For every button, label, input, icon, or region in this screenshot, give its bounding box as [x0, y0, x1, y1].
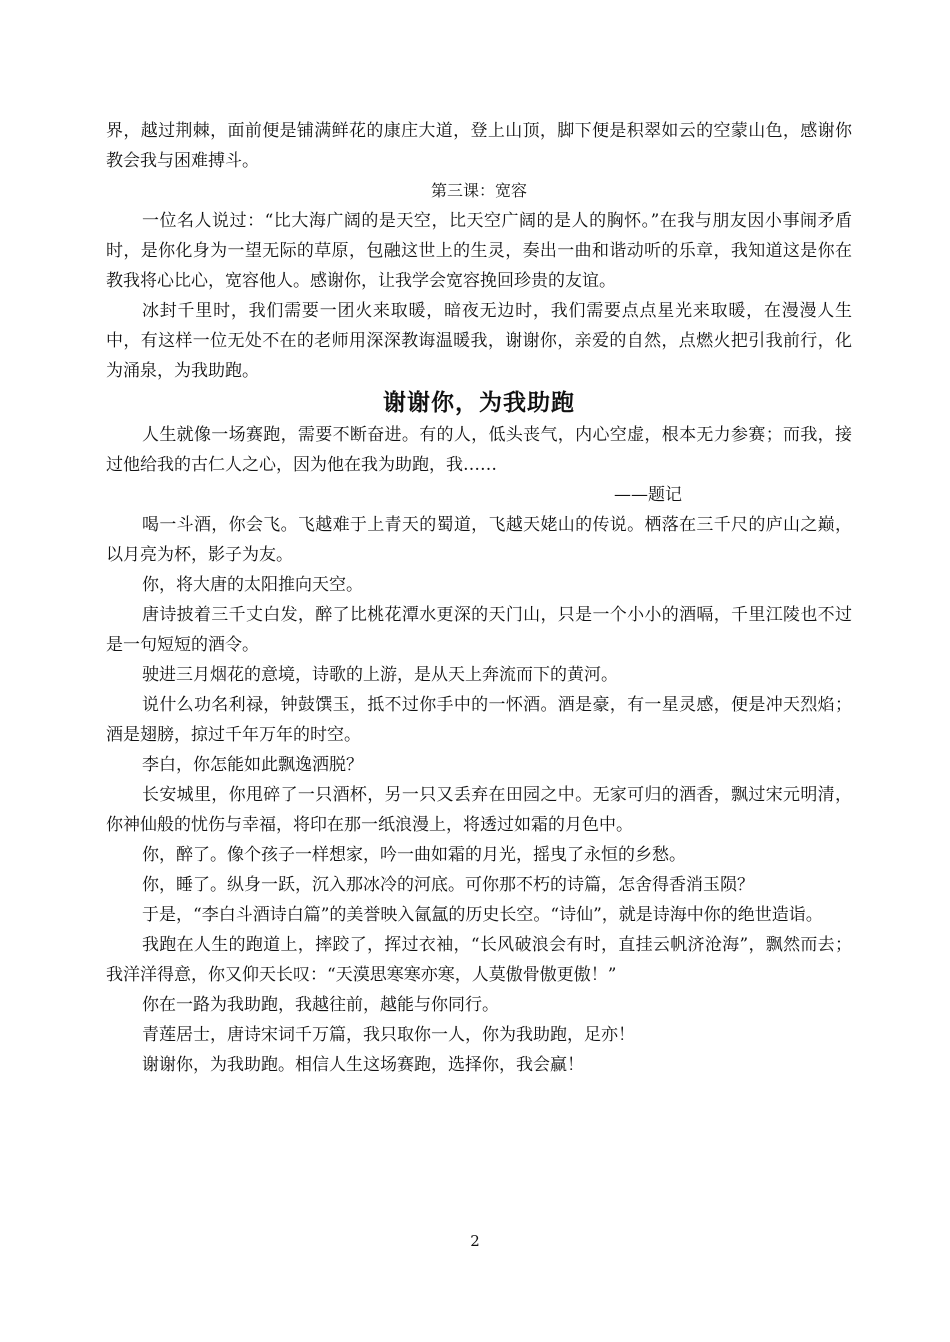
page-number: 2	[470, 1232, 480, 1250]
lesson-three-paragraph-1: 一位名人说过：“比大海广阔的是天空，比天空广阔的是人的胸怀。”在我与朋友因小事闹矛盾时，是你化身为一望无际的草原，包融这世上的生灵，奏出一曲和谐动听的乐章，我知道这是你在教我将心比心，宽容他人。感谢你，让我学会宽容挽回珍贵的友谊。	[106, 211, 852, 291]
essay-paragraph: 你，睡了。纵身一跃，沉入那冰冷的河底。可你那不朽的诗篇，怎舍得香消玉陨？	[142, 875, 754, 895]
essay-intro: 人生就像一场赛跑，需要不断奋进。有的人，低头丧气，内心空虚，根本无力参赛；而我，接过他给我的古仁人之心，因为他在我为助跑，我……	[106, 425, 852, 475]
continued-paragraph: 界，越过荆棘，面前便是铺满鲜花的康庄大道，登上山顶，脚下便是积翠如云的空蒙山色，感谢你教会我与困难搏斗。	[106, 121, 852, 171]
essay-paragraph: 青莲居士，唐诗宋词千万篇，我只取你一人，你为我助跑，足亦！	[142, 1025, 635, 1045]
essay-paragraph: 长安城里，你甩碎了一只酒杯，另一只又丢弃在田园之中。无家可归的酒香，飘过宋元明清，你神仙般的忧伤与幸福，将印在那一纸浪漫上，将透过如霜的月色中。	[106, 785, 852, 835]
essay-paragraph: 你在一路为我助跑，我越往前，越能与你同行。	[142, 995, 499, 1015]
essay-paragraph: 你，醉了。像个孩子一样想家，吟一曲如霜的月光，摇曳了永恒的乡愁。	[142, 845, 686, 865]
essay-paragraph: 驶进三月烟花的意境，诗歌的上游，是从天上奔流而下的黄河。	[142, 665, 618, 685]
essay-paragraph: 我跑在人生的跑道上，摔跤了，挥过衣袖，“长风破浪会有时，直挂云帆济沧海”，飘然而去；我洋洋得意，你又仰天长叹：“天漠思寒寒亦寒，人莫傲骨傲更傲！”	[106, 935, 852, 985]
essay-paragraph: 你，将大唐的太阳推向天空。	[142, 575, 363, 595]
essay-paragraph: 喝一斗酒，你会飞。飞越难于上青天的蜀道，飞越天姥山的传说。栖落在三千尺的庐山之巅，以月亮为杯，影子为友。	[106, 515, 852, 565]
essay-inscription: ——题记	[614, 485, 682, 505]
lesson-three-heading: 第三课：宽容	[430, 181, 527, 200]
essay-paragraph: 说什么功名利禄，钟鼓馔玉，抵不过你手中的一怀酒。酒是豪，有一星灵感，便是冲天烈焰；酒是翅膀，掠过千年万年的时空。	[106, 695, 852, 745]
essay-title: 谢谢你，为我助跑	[383, 390, 575, 416]
essay-paragraph: 李白，你怎能如此飘逸洒脱？	[142, 755, 363, 775]
lesson-three-paragraph-2: 冰封千里时，我们需要一团火来取暖，暗夜无边时，我们需要点点星光来取暖，在漫漫人生中，有这样一位无处不在的老师用深深教诲温暖我，谢谢你，亲爱的自然，点燃火把引我前行，化为涌泉，为我助跑。	[106, 301, 852, 381]
document-page	[106, 116, 852, 1080]
essay-paragraph: 唐诗披着三千丈白发，醉了比桃花潭水更深的天门山，只是一个小小的酒嗝，千里江陵也不过是一句短短的酒令。	[106, 605, 852, 655]
essay-paragraph: 谢谢你，为我助跑。相信人生这场赛跑，选择你，我会赢！	[142, 1055, 584, 1075]
essay-paragraph: 于是，“李白斗酒诗白篇”的美誉映入氤氲的历史长空。“诗仙”，就是诗海中你的绝世造诣。	[142, 905, 823, 925]
